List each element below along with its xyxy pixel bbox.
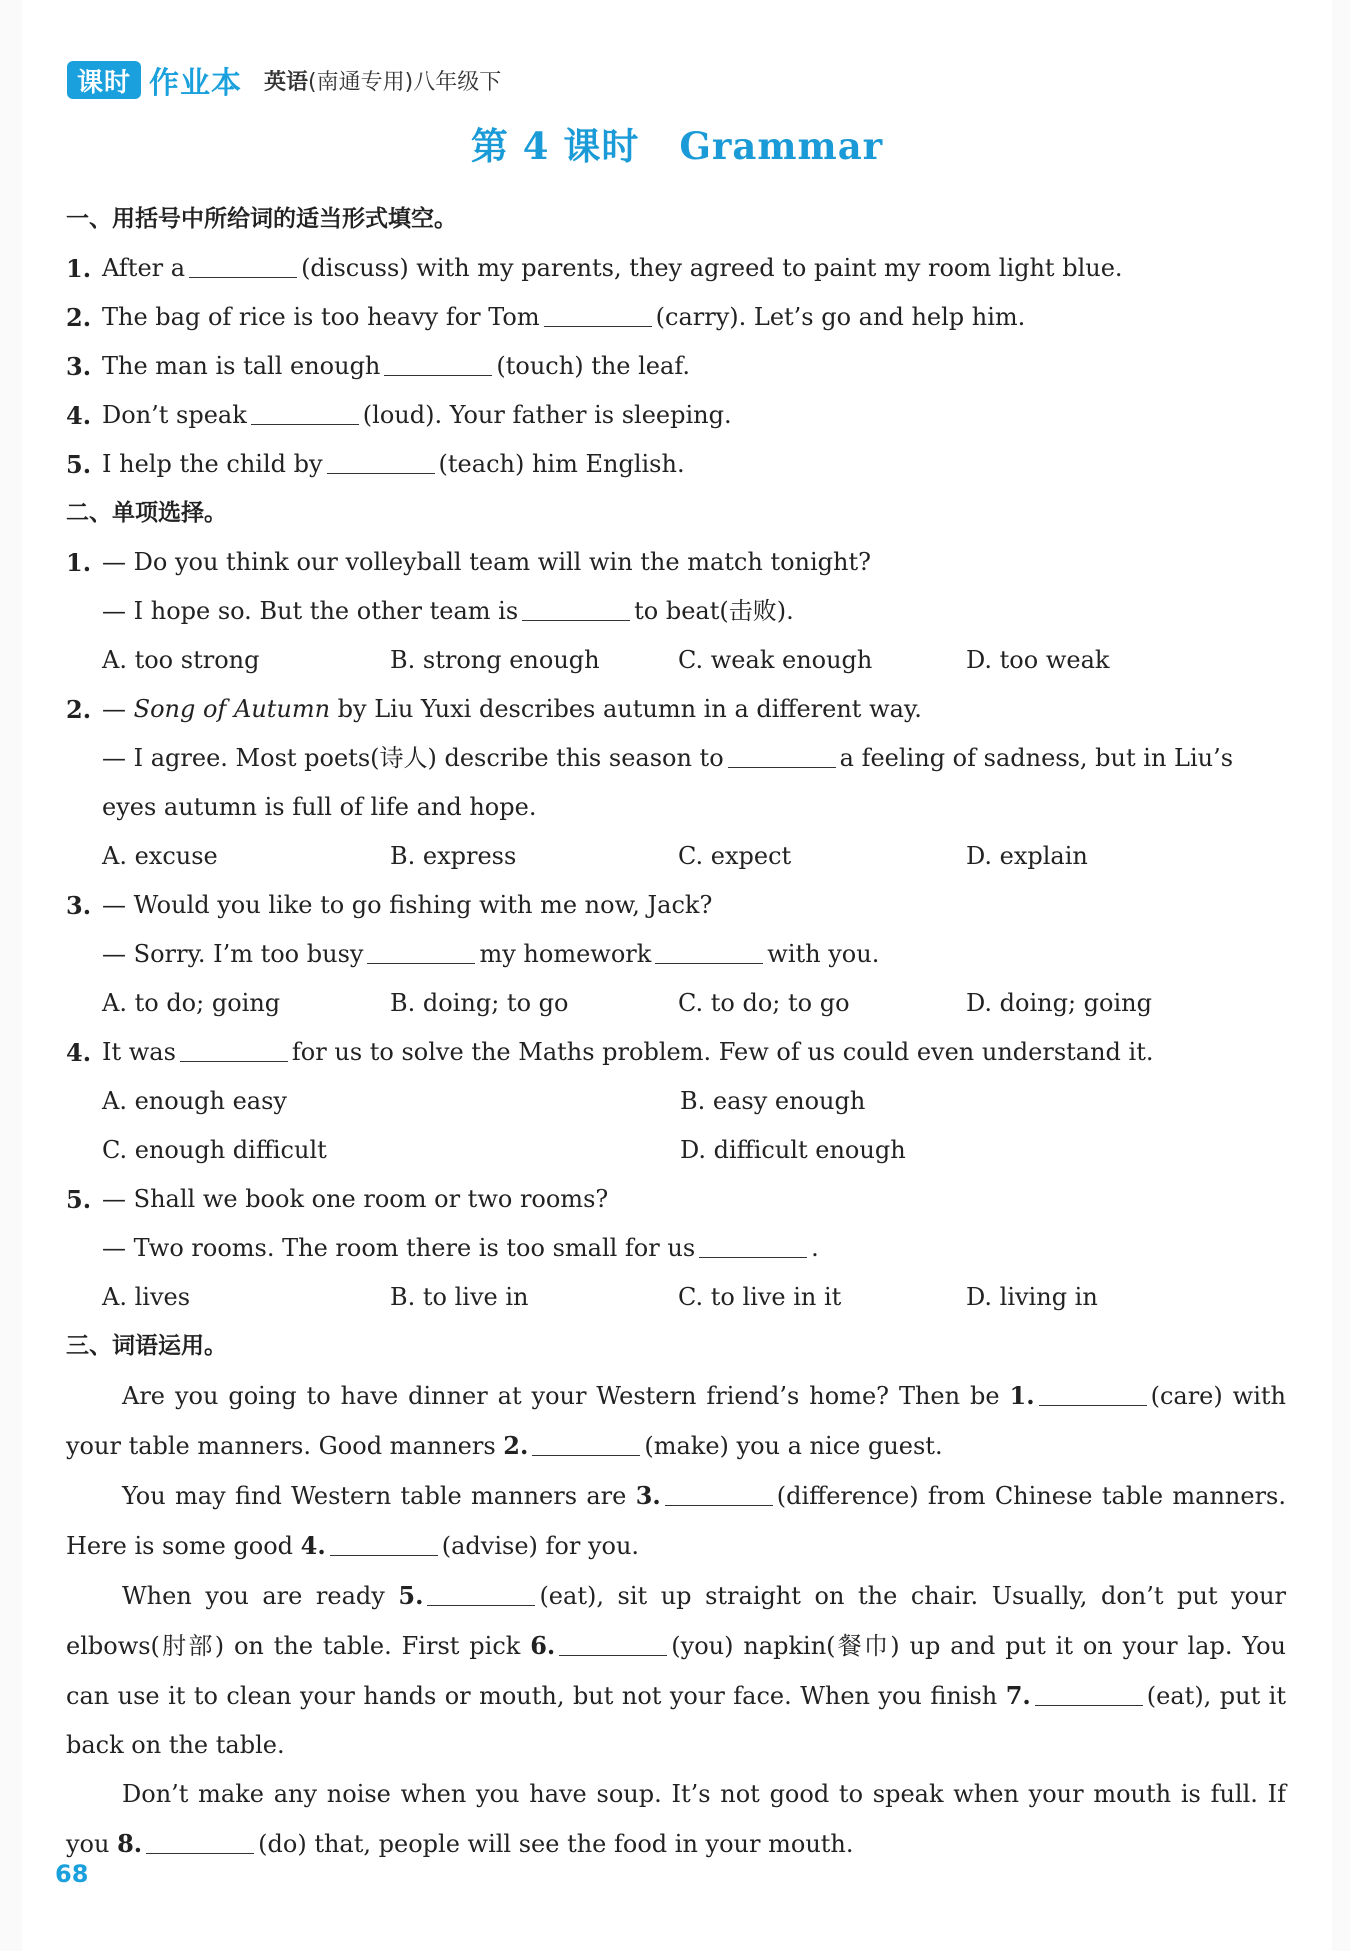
answer-blank[interactable]	[665, 1483, 773, 1506]
mc-question: 3. — Would you like to go fishing with me now, Jack?	[66, 891, 713, 920]
answer-blank[interactable]	[544, 304, 652, 327]
option-b[interactable]: B. easy enough	[680, 1087, 866, 1115]
option-d[interactable]: D. difficult enough	[680, 1136, 906, 1164]
fill-blank-question: 4. Don’t speak (loud). Your father is sleeping.	[66, 401, 732, 430]
book-title	[264, 65, 501, 96]
answer-blank[interactable]	[699, 1235, 807, 1258]
passage-paragraph: Don’t make any noise when you have soup. It’s not good to speak when your mouth is full. If you 8. (do) that, people will see the food in your mouth.	[66, 1780, 1286, 1858]
answer-blank[interactable]	[330, 1533, 438, 1556]
section-heading-1: 一、用括号中所给词的适当形式填空。	[66, 206, 457, 232]
lesson-topic: Grammar	[679, 124, 884, 168]
option-a[interactable]: A. enough easy	[102, 1087, 287, 1115]
mc-options	[66, 832, 1286, 881]
worksheet-page	[22, 0, 1332, 1951]
page-number: 68	[55, 1860, 89, 1888]
fill-blank-question: 1. After a (discuss) with my parents, they agreed to paint my room light blue.	[66, 254, 1123, 283]
poem-title: Song of Autumn	[133, 695, 331, 723]
series-logo	[67, 60, 242, 100]
option-c[interactable]: C. to do; to go	[678, 989, 850, 1017]
logo-badge: 课时	[67, 61, 141, 99]
option-c[interactable]: C. weak enough	[678, 646, 873, 674]
mc-question: 4. It was for us to solve the Maths problem. Few of us could even understand it.	[66, 1038, 1154, 1067]
mc-options	[66, 636, 1286, 685]
answer-blank[interactable]	[1039, 1383, 1147, 1406]
answer-blank[interactable]	[728, 745, 836, 768]
book-header	[67, 58, 501, 102]
mc-question-line: — I hope so. But the other team is to beat(击败).	[102, 597, 794, 625]
option-a[interactable]: A. to do; going	[102, 989, 281, 1017]
option-b[interactable]: B. strong enough	[390, 646, 600, 674]
mc-question-line: — I agree. Most poets(诗人) describe this season to a feeling of sadness, but in Liu’s	[102, 744, 1234, 772]
option-a[interactable]: A. too strong	[102, 646, 260, 674]
answer-blank[interactable]	[655, 941, 763, 964]
answer-blank[interactable]	[522, 598, 630, 621]
option-a[interactable]: A. excuse	[102, 842, 218, 870]
answer-blank[interactable]	[532, 1433, 640, 1456]
lesson-title	[22, 116, 1332, 170]
worksheet-content	[66, 195, 1286, 1869]
mc-options	[66, 1273, 1286, 1322]
option-d[interactable]: D. explain	[966, 842, 1088, 870]
answer-blank[interactable]	[367, 941, 475, 964]
mc-options	[66, 1077, 1286, 1126]
section-heading-2: 二、单项选择。	[66, 500, 227, 526]
option-d[interactable]: D. too weak	[966, 646, 1110, 674]
answer-blank[interactable]	[427, 1583, 535, 1606]
option-c[interactable]: C. to live in it	[678, 1283, 842, 1311]
mc-options	[66, 979, 1286, 1028]
book-edition: (南通专用)八年级下	[308, 69, 502, 95]
option-d[interactable]: D. doing; going	[966, 989, 1152, 1017]
passage-paragraph: You may find Western table manners are 3. (difference) from Chinese table manners. Here is some good 4. (advise) for you.	[66, 1481, 1286, 1560]
option-d[interactable]: D. living in	[966, 1283, 1098, 1311]
answer-blank[interactable]	[180, 1039, 288, 1062]
option-a[interactable]: A. lives	[102, 1283, 191, 1311]
passage-paragraph: When you are ready 5. (eat), sit up straight on the chair. Usually, don’t put your elbows(肘部) on the table. First pick 6. (you) napkin(餐巾) up and put it on your lap. You can use it to clean your hands or mouth, but not your face. When you finish 7. (eat), put it back on the table.	[66, 1581, 1287, 1759]
answer-blank[interactable]	[189, 255, 297, 278]
mc-question-line: — Sorry. I’m too busy my homework with you.	[102, 940, 880, 968]
option-b[interactable]: B. to live in	[390, 1283, 529, 1311]
option-c[interactable]: C. expect	[678, 842, 792, 870]
answer-blank[interactable]	[251, 402, 359, 425]
fill-blank-question: 5. I help the child by (teach) him English.	[66, 450, 685, 479]
option-b[interactable]: B. express	[390, 842, 517, 870]
logo-text: 作业本	[149, 66, 243, 101]
answer-blank[interactable]	[559, 1633, 667, 1656]
fill-blank-question: 3. The man is tall enough (touch) the leaf.	[66, 352, 690, 381]
section-heading-3: 三、词语运用。	[66, 1333, 227, 1359]
option-c[interactable]: C. enough difficult	[102, 1136, 327, 1164]
mc-question-line: — Two rooms. The room there is too small for us .	[102, 1234, 819, 1262]
passage-paragraph: Are you going to have dinner at your Western friend’s home? Then be 1. (care) with your table manners. Good manners 2. (make) you a nice guest.	[66, 1381, 1287, 1460]
mc-question: 1. — Do you think our volleyball team will win the match tonight?	[66, 548, 872, 577]
answer-blank[interactable]	[384, 353, 492, 376]
option-b[interactable]: B. doing; to go	[390, 989, 569, 1017]
answer-blank[interactable]	[1035, 1683, 1143, 1706]
lesson-number: 第 4 课时	[470, 124, 640, 168]
mc-question: 5. — Shall we book one room or two rooms?	[66, 1185, 609, 1214]
fill-blank-question: 2. The bag of rice is too heavy for Tom (carry). Let’s go and help him.	[66, 303, 1026, 332]
answer-blank[interactable]	[146, 1831, 254, 1854]
mc-question-line: eyes autumn is full of life and hope.	[102, 793, 537, 821]
answer-blank[interactable]	[327, 451, 435, 474]
mc-question: 2. — Song of Autumn by Liu Yuxi describes autumn in a different way.	[66, 695, 922, 724]
subject-label: 英语	[264, 69, 309, 95]
mc-options	[66, 1126, 1286, 1175]
